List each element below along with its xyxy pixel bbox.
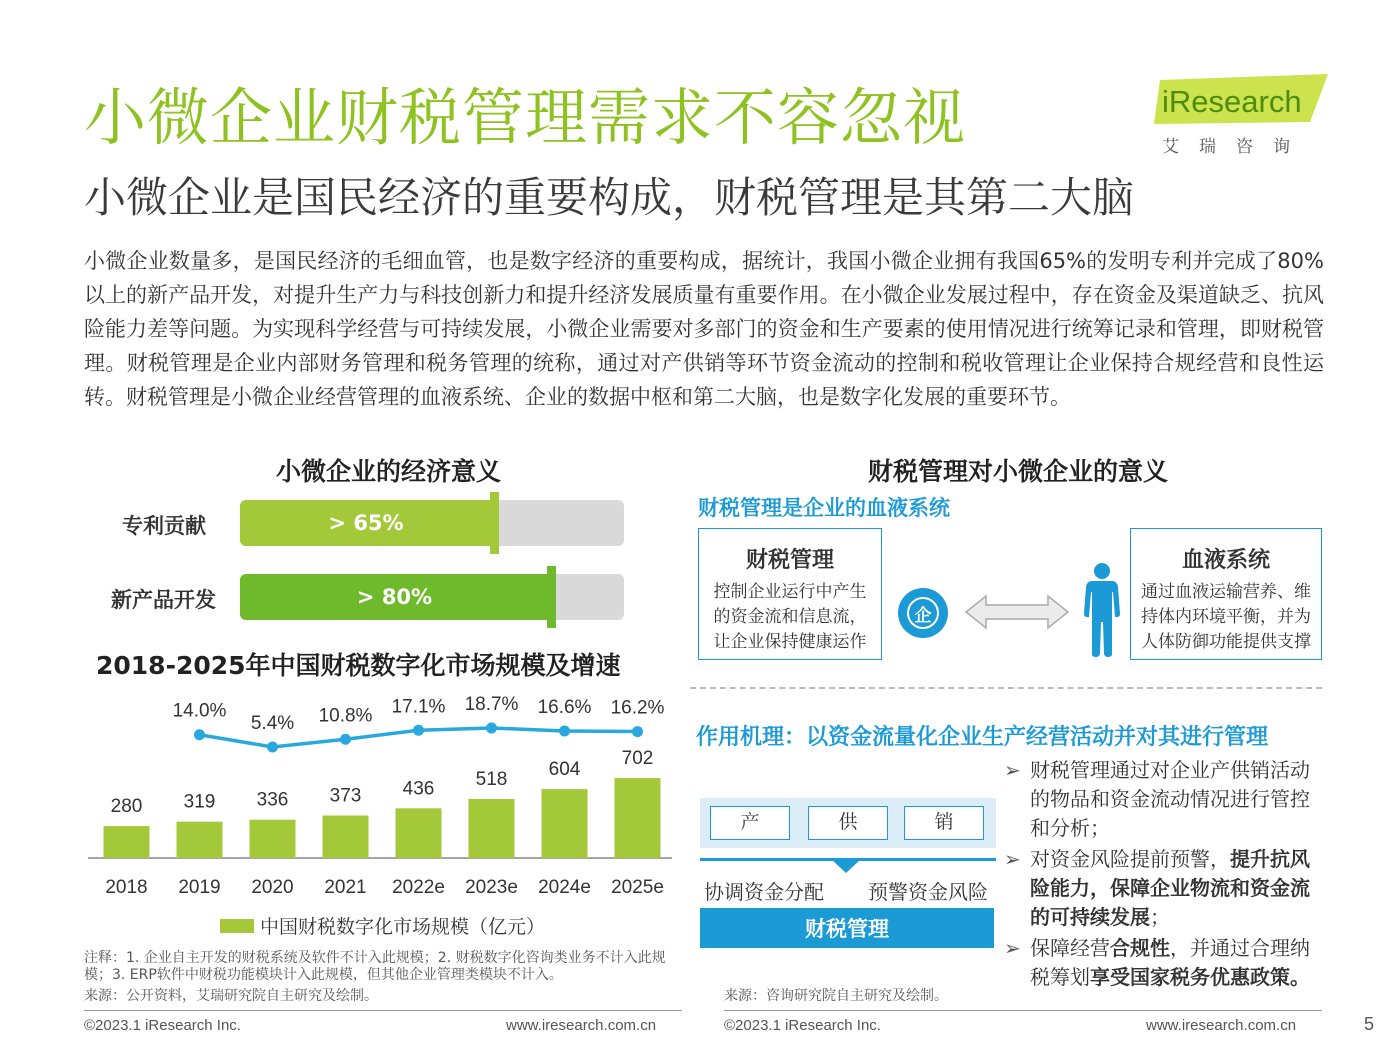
bullet-text: 保障经营	[1030, 936, 1110, 960]
growth-label: 5.4%	[250, 713, 295, 734]
bar-value-label: 518	[475, 768, 508, 790]
bar-value-label: 373	[329, 785, 362, 807]
x-tick-label: 2025e	[611, 877, 664, 898]
market-chart-title: 2018-2025年中国财税数字化市场规模及增速	[96, 651, 621, 680]
blood-system-box-title: 血液系统	[1181, 548, 1270, 573]
chart-legend	[220, 912, 545, 939]
growth-label: 10.8%	[318, 705, 373, 727]
bullet-text: 财税管理通过对企业产供销活动的物品和资金流动情况进行管控和分析；	[1030, 758, 1310, 840]
warn-risk-label: 预警资金风险	[868, 880, 988, 904]
fiscal-mgmt-bar: 财税管理	[700, 908, 994, 948]
x-tick-label: 2020	[251, 877, 294, 898]
page-number: 5	[1364, 1014, 1375, 1034]
x-tick-label: 2022e	[392, 877, 445, 898]
growth-label: 18.7%	[464, 694, 519, 715]
double-arrow-icon	[962, 592, 1072, 632]
intro-paragraph: 小微企业数量多，是国民经济的毛细血管，也是数字经济的重要构成，据统计，我国小微企业拥有我国65%的发明专利并完成了80%以上的新产品开发，对提升生产力与科技创新力和提升经济发展质量有重要作用。在小微企业发展过程中，存在资金及渠道缺乏、抗风险能力差等问题。为实现科学经营与可持续发展，小微企业需要对多部门的资金和生产要素的使用情况进行统筹记录和管理，即财税管理。财税管理是企业内部财务管理和税务管理的统称，通过对产供销等环节资金流动的控制和税收管理让企业保持合规经营和良性运转。财税管理是小微企业经营管理的血液系统、企业的数据中枢和第二大脑，也是数字化发展的重要环节。	[84, 249, 1324, 409]
human-body-icon	[1082, 562, 1122, 658]
growth-point	[267, 742, 278, 753]
down-triangle-icon	[831, 859, 861, 875]
page-title: 小微企业财税管理需求不容忽视	[84, 81, 967, 154]
new-product-value: > 80%	[356, 585, 433, 609]
blood-system-box	[1130, 528, 1322, 660]
x-tick-label: 2024e	[538, 877, 591, 898]
growth-point	[340, 734, 351, 745]
bar-2022e	[396, 808, 442, 858]
growth-label: 17.1%	[391, 696, 446, 718]
growth-point	[194, 729, 205, 740]
x-tick-label: 2023e	[465, 877, 518, 898]
bullet-bold-text: 享受国家税务优惠政策。	[1090, 965, 1310, 989]
bullet-arrow-icon: ➢	[1004, 936, 1021, 960]
coordinate-funds-label: 协调资金分配	[704, 880, 824, 904]
patent-label: 专利贡献	[122, 514, 206, 538]
patent-value: > 65%	[328, 511, 404, 535]
footer-rule-left	[84, 1010, 682, 1011]
bullet-bold-text: 合规性	[1110, 936, 1170, 960]
footer-copyright-right: ©2023.1 iResearch Inc.	[724, 1017, 881, 1034]
bullet-arrow-icon: ➢	[1004, 847, 1021, 871]
patent-progress-fill	[240, 500, 492, 546]
fiscal-mgmt-box-title: 财税管理	[745, 548, 834, 573]
bar-value-label: 604	[548, 759, 581, 781]
bar-value-label: 436	[402, 778, 435, 800]
bar-value-label: 280	[110, 796, 143, 818]
x-tick-label: 2021	[324, 877, 367, 898]
new-product-progress-fill	[240, 574, 549, 620]
page-subtitle: 小微企业是国民经济的重要构成，财税管理是其第二大脑	[84, 173, 1135, 222]
bar-value-label: 319	[183, 791, 216, 813]
enterprise-icon-glyph: 企	[907, 597, 939, 629]
econ-section-title: 小微企业的经济意义	[276, 457, 502, 486]
mechanism-bullet	[1004, 934, 1322, 992]
chip-supply: 供	[808, 806, 888, 840]
growth-point	[486, 723, 497, 734]
x-tick-label: 2018	[105, 877, 148, 898]
patent-marker	[490, 492, 499, 554]
right-section-title: 财税管理对小微企业的意义	[868, 457, 1169, 486]
bar-2023e	[469, 799, 515, 858]
bar-2024e	[542, 789, 588, 858]
bullet-text: 对资金风险提前预警，	[1030, 847, 1230, 871]
bullet-text: ；	[1150, 905, 1170, 929]
mechanism-head: 作用机理：以资金流量化企业生产经营活动并对其进行管理	[696, 725, 1269, 750]
chip-production: 产	[710, 806, 790, 840]
new-product-progress-track	[240, 574, 624, 620]
growth-point	[413, 725, 424, 736]
bar-2020	[250, 820, 296, 858]
footer-rule-right	[724, 1010, 1322, 1011]
legend-label: 中国财税数字化市场规模（亿元）	[260, 916, 546, 938]
bullet-bold-text: 提升抗风险能力，保障企业物流和资金流的可持续发展	[1030, 847, 1310, 929]
patent-progress-track	[240, 500, 624, 546]
bar-value-label: 336	[256, 789, 289, 811]
section-divider	[690, 687, 1322, 689]
growth-point	[632, 726, 643, 737]
market-size-chart	[84, 678, 684, 918]
chart-note: 注释：1. 企业自主开发的财税系统及软件不计入此规模；2. 财税数字化咨询类业务不计入此规模；3. ERP软件中财税功能模块计入此规模，但其他企业管理类模块不计入。	[84, 950, 666, 983]
x-tick-label: 2019	[178, 877, 221, 898]
mechanism-bullets	[1004, 756, 1322, 994]
bar-value-label: 702	[621, 748, 654, 769]
footer-url-left[interactable]: www.iresearch.com.cn	[506, 1017, 657, 1034]
fiscal-mgmt-box-text: 控制企业运行中产生的资金流和信息流，让企业保持健康运作	[713, 582, 867, 652]
growth-label: 16.2%	[610, 697, 665, 719]
chip-sales: 销	[904, 806, 984, 840]
blood-system-box-text: 通过血液运输营养、维持体内环境平衡，并为人体防御功能提供支撑	[1141, 582, 1311, 652]
mechanism-bullet	[1004, 845, 1322, 932]
bar-2018	[104, 826, 150, 858]
bar-2019	[177, 822, 223, 858]
iresearch-logo	[1150, 74, 1340, 164]
enterprise-icon	[898, 588, 948, 638]
logo-wordmark: iResearch	[1162, 84, 1302, 119]
footer-copyright-left: ©2023.1 iResearch Inc.	[84, 1017, 241, 1034]
footer-url-right[interactable]: www.iresearch.com.cn	[1146, 1017, 1297, 1034]
growth-label: 14.0%	[172, 700, 227, 722]
bullet-text: ，并通过合理纳税筹划	[1030, 936, 1310, 989]
fiscal-mgmt-box	[698, 528, 882, 660]
new-product-marker	[547, 566, 556, 628]
logo-chinese: 艾瑞咨询	[1162, 137, 1310, 157]
legend-swatch	[220, 919, 254, 933]
bar-2025e	[615, 778, 661, 858]
growth-point	[559, 726, 570, 737]
bar-2021	[323, 815, 369, 858]
left-source: 来源：公开资料，艾瑞研究院自主研究及绘制。	[84, 988, 378, 1004]
right-source: 来源：咨询研究院自主研究及绘制。	[724, 988, 948, 1004]
blood-system-head: 财税管理是企业的血液系统	[698, 496, 950, 520]
new-product-label: 新产品开发	[111, 588, 216, 612]
bullet-arrow-icon: ➢	[1004, 758, 1021, 782]
growth-label: 16.6%	[537, 697, 592, 718]
mechanism-bullet	[1004, 756, 1322, 843]
